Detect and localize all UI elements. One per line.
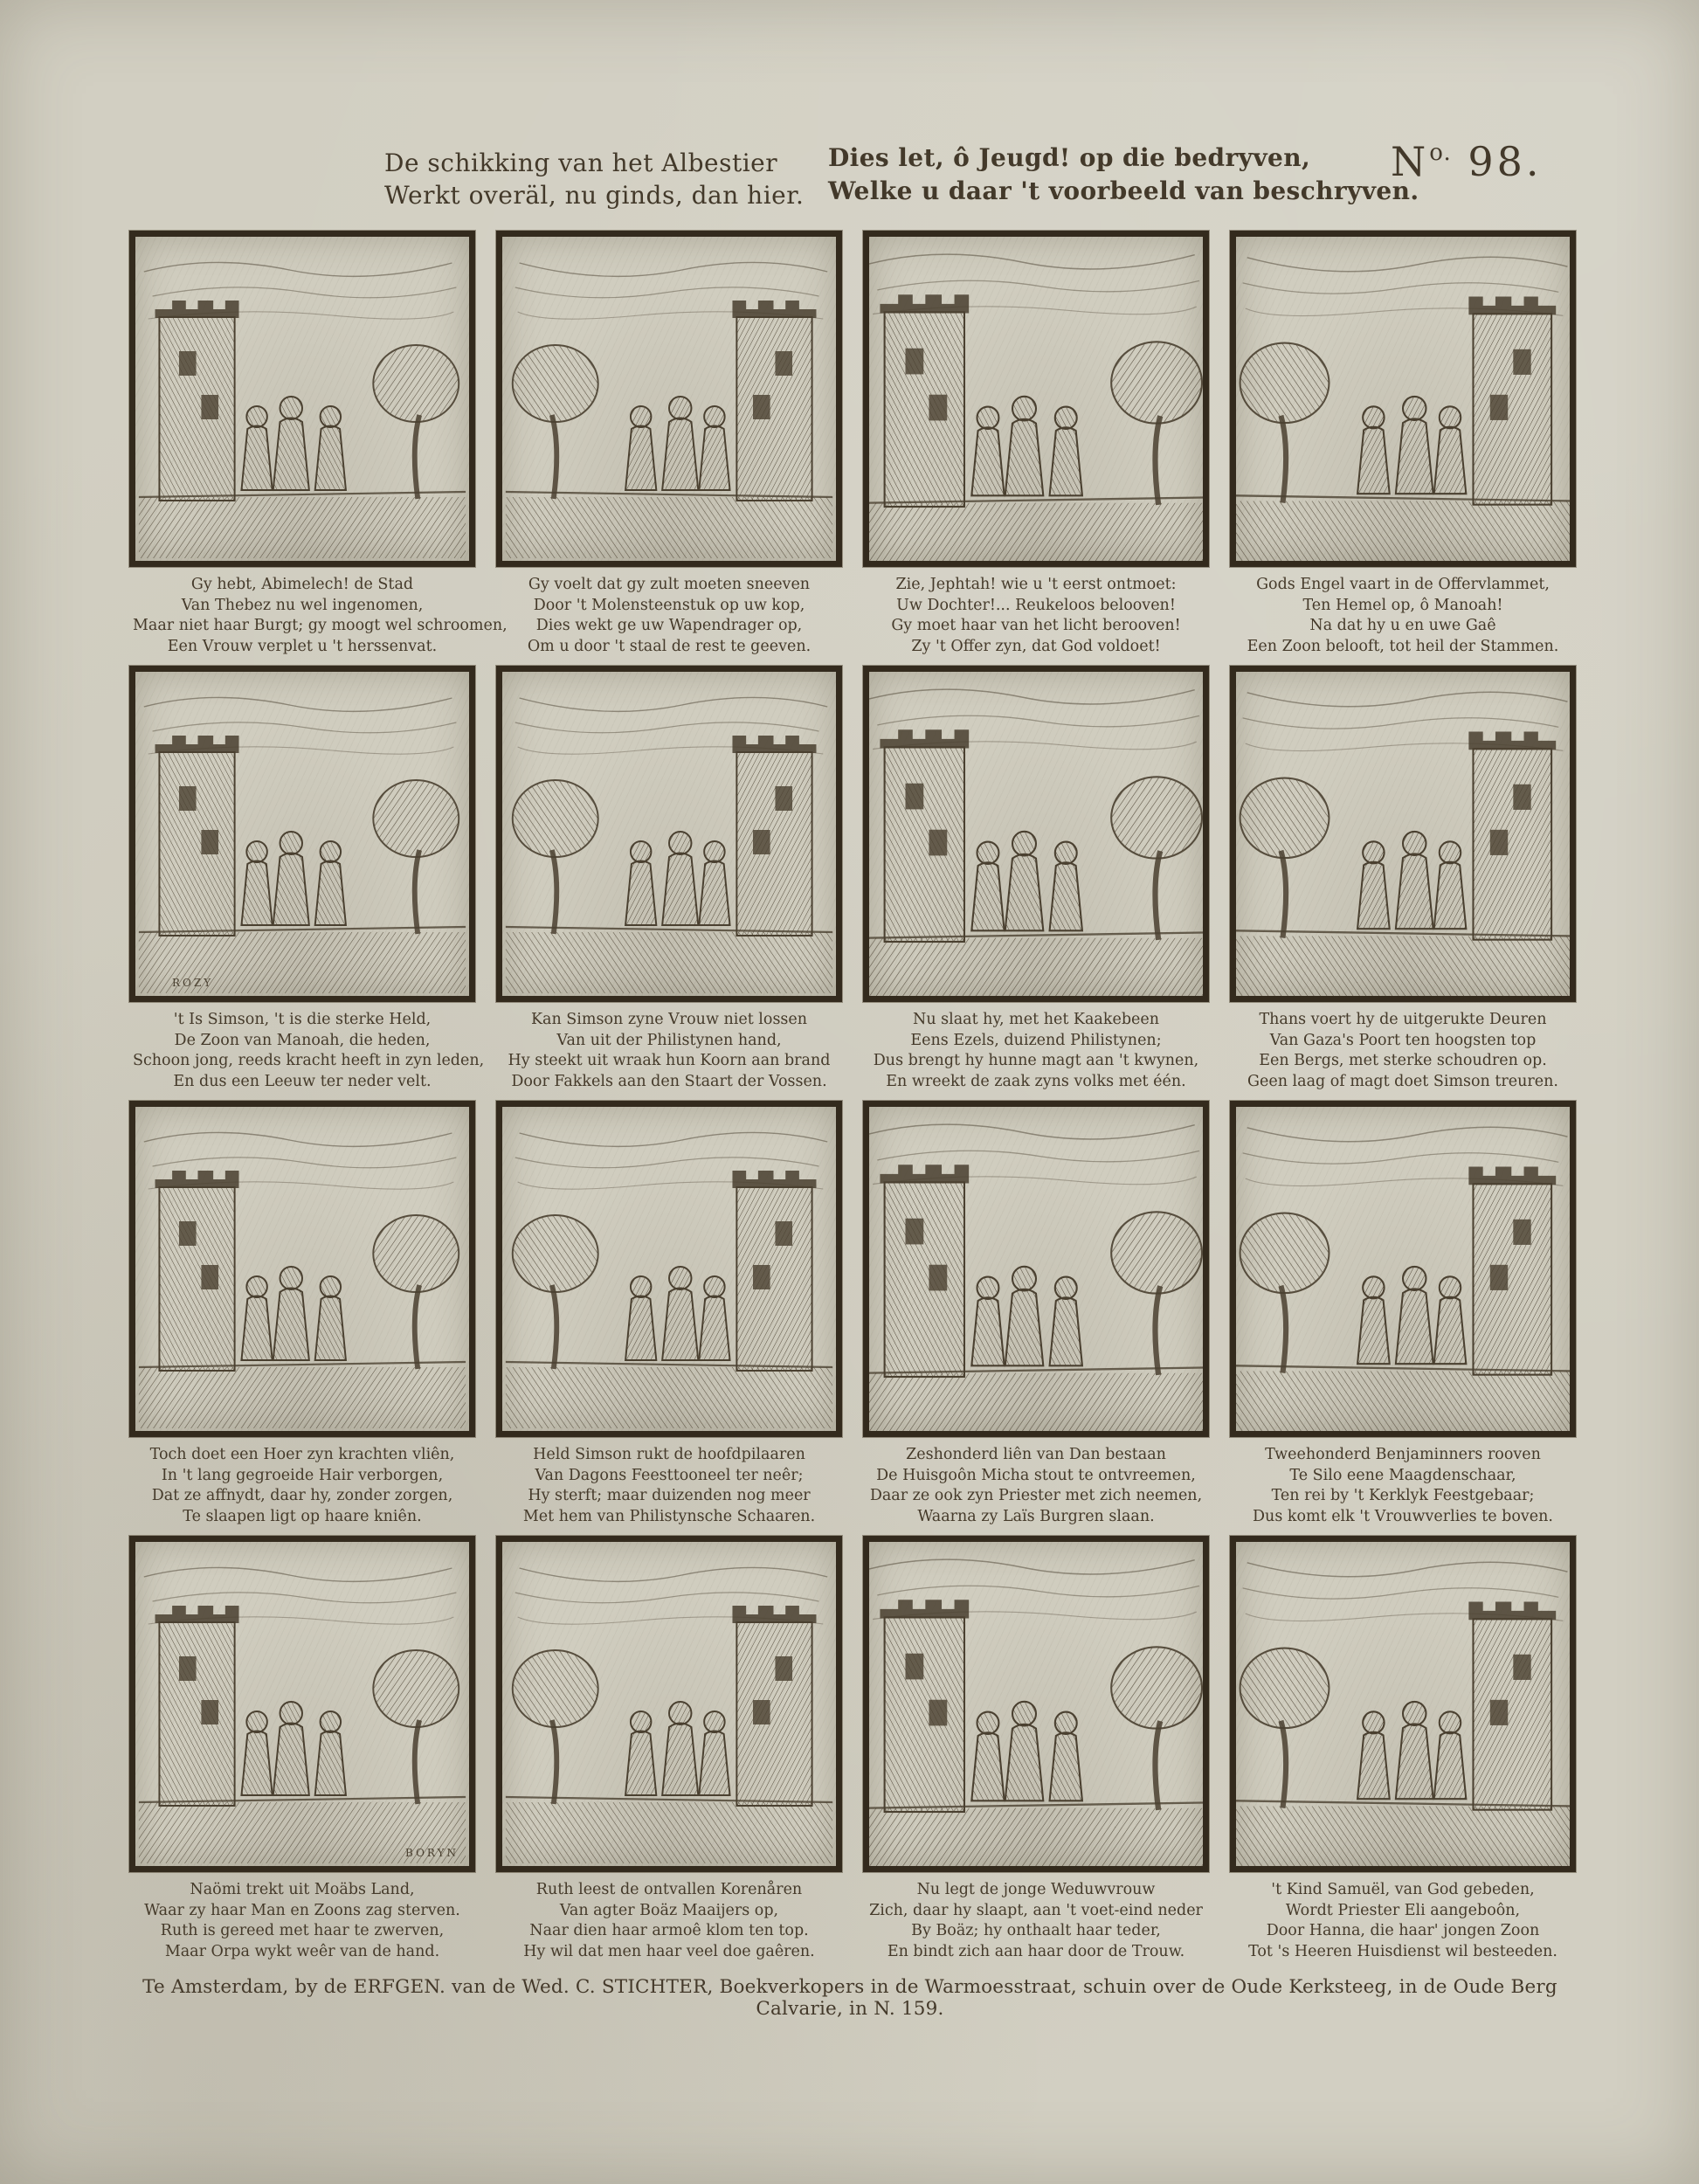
panel-caption bbox=[867, 1880, 1205, 1962]
caption-line: Dat ze affnydt, daar hy, zonder zorgen, bbox=[151, 1487, 453, 1504]
caption-line: En bindt zich aan haar door de Trouw. bbox=[887, 1942, 1185, 1960]
caption-line: Om u door 't staal de rest te geeven. bbox=[527, 637, 812, 655]
caption-line: In 't lang gegroeide Hair verborgen, bbox=[161, 1466, 444, 1484]
caption-line: Daar ze ook zyn Priester met zich neemen, bbox=[869, 1487, 1203, 1504]
caption-line: En wreekt de zaak zyns volks met één. bbox=[886, 1072, 1186, 1090]
caption-line: 't Kind Samuël, van God gebeden, bbox=[1271, 1881, 1535, 1898]
caption-line: Van Dagons Feesttooneel ter neêr; bbox=[535, 1466, 804, 1484]
caption-line: Te slaapen ligt op haare kniên. bbox=[183, 1507, 422, 1525]
caption-line: Waar zy haar Man en Zoons zag sterven. bbox=[144, 1901, 460, 1919]
panel-caption bbox=[867, 1445, 1205, 1527]
caption-line: De Zoon van Manoah, die heden, bbox=[174, 1031, 431, 1049]
panel-4-manoah-angel bbox=[1230, 231, 1576, 654]
caption-line: Eens Ezels, duizend Philistynen; bbox=[910, 1031, 1162, 1049]
caption-line: Een Zoon belooft, tot heil der Stammen. bbox=[1247, 637, 1559, 655]
caption-line: Dus komt elk 't Vrouwverlies te boven. bbox=[1253, 1507, 1553, 1525]
caption-line: Te Silo eene Maagdenschaar, bbox=[1289, 1466, 1516, 1484]
number-value: 98. bbox=[1468, 138, 1543, 185]
woodcut-illustration bbox=[863, 231, 1209, 567]
panel-1-abimelech-tower bbox=[129, 231, 508, 655]
title-line-2: Werkt overäl, nu ginds, dan hier. bbox=[384, 181, 805, 210]
caption-line: Van Thebez nu wel ingenomen, bbox=[181, 596, 424, 614]
sheet-number bbox=[1391, 138, 1543, 185]
caption-line: Gy voelt dat gy zult moeten sneeven bbox=[528, 576, 811, 593]
caption-line: Tweehonderd Benjaminners rooven bbox=[1265, 1446, 1541, 1463]
panel-grid bbox=[129, 231, 1576, 1959]
woodcut-illustration bbox=[129, 1101, 475, 1437]
caption-line: Toch doet een Hoer zyn krachten vliên, bbox=[149, 1446, 455, 1463]
panel-3-jephthah-daughter bbox=[863, 231, 1209, 654]
caption-line: Maar Orpa wykt weêr van de hand. bbox=[164, 1942, 440, 1960]
caption-line: 't Is Simson, 't is die sterke Held, bbox=[173, 1011, 432, 1028]
panel-11-danites-micha bbox=[863, 1101, 1209, 1524]
caption-line: Waarna zy Laïs Burgren slaan. bbox=[917, 1507, 1155, 1525]
caption-line: Van Gaza's Poort ten hoogsten top bbox=[1269, 1031, 1537, 1049]
caption-line: Van uit der Philistynen hand, bbox=[556, 1031, 782, 1049]
publisher-imprint: Te Amsterdam, by de ERFGEN. van de Wed. C. STICHTER, Boekverkopers in de Warmoesstraat, schuin over de Oude Kerksteeg, in de Oude Berg Calvarie, in N. 159. bbox=[142, 1976, 1557, 2020]
panel-14-ruth-gleaning bbox=[496, 1536, 842, 1959]
panel-caption bbox=[133, 1445, 472, 1527]
woodcut-illustration bbox=[496, 1101, 842, 1437]
panel-13-naomi-ruth-orpa bbox=[129, 1536, 475, 1959]
woodcut-illustration bbox=[863, 1101, 1209, 1437]
caption-line: Uw Dochter!... Reukeloos belooven! bbox=[896, 596, 1176, 614]
panel-caption bbox=[1233, 1880, 1572, 1962]
woodcut-illustration bbox=[129, 1536, 475, 1872]
title-verse-right bbox=[828, 142, 1419, 208]
woodcut-illustration bbox=[129, 666, 475, 1002]
caption-line: Geen laag of magt doet Simson treuren. bbox=[1247, 1072, 1558, 1090]
caption-line: Hy sterft; maar duizenden nog meer bbox=[528, 1487, 811, 1504]
caption-line: Hy steekt uit wraak hun Koorn aan brand bbox=[508, 1052, 831, 1069]
caption-line: Ten rei by 't Kerklyk Feestgebaar; bbox=[1271, 1487, 1535, 1504]
caption-line: Nu legt de jonge Weduwvrouw bbox=[916, 1881, 1156, 1898]
motto-line-2: Welke u daar 't voorbeeld van beschryven. bbox=[828, 176, 1419, 205]
engraver-signature: ROZY bbox=[172, 977, 214, 989]
panel-caption bbox=[133, 1010, 485, 1092]
panel-caption bbox=[1233, 575, 1572, 657]
caption-line: Schoon jong, reeds kracht heeft in zyn leden, bbox=[133, 1052, 485, 1069]
caption-line: De Huisgoôn Micha stout te ontvreemen, bbox=[876, 1466, 1196, 1484]
woodcut-illustration bbox=[863, 666, 1209, 1002]
panel-caption bbox=[500, 1445, 839, 1527]
caption-line: Hy wil dat men haar veel doe gaêren. bbox=[523, 1942, 815, 1960]
woodcut-illustration bbox=[129, 231, 475, 567]
panel-7-samson-jawbone bbox=[863, 666, 1209, 1089]
caption-line: Door Hanna, die haar' jongen Zoon bbox=[1266, 1922, 1540, 1939]
caption-line: Wordt Priester Eli aangeboôn, bbox=[1285, 1901, 1521, 1919]
caption-line: Dies wekt ge uw Wapendrager op, bbox=[535, 617, 803, 634]
caption-line: Gy moet haar van het licht berooven! bbox=[891, 617, 1181, 634]
panel-caption bbox=[133, 575, 508, 657]
woodcut-illustration bbox=[1230, 1101, 1576, 1437]
caption-line: Zie, Jephtah! wie u 't eerst ontmoet: bbox=[895, 576, 1177, 593]
engraver-signature: BORYN bbox=[405, 1847, 459, 1859]
panel-caption bbox=[1233, 1445, 1572, 1527]
panel-caption bbox=[867, 575, 1205, 657]
woodcut-illustration bbox=[863, 1536, 1209, 1872]
caption-line: Thans voert hy de uitgerukte Deuren bbox=[1259, 1011, 1547, 1028]
caption-line: Door Fakkels aan den Staart der Vossen. bbox=[511, 1072, 827, 1090]
panel-2-abimelech-armour-bearer bbox=[496, 231, 842, 654]
panel-caption bbox=[500, 1010, 839, 1092]
caption-line: Zich, daar hy slaapt, aan 't voet-eind neder bbox=[869, 1901, 1203, 1919]
caption-line: Dus brengt hy hunne magt aan 't kwynen, bbox=[873, 1052, 1199, 1069]
panel-8-samson-gates-of-gaza bbox=[1230, 666, 1576, 1089]
caption-line: Ruth is gereed met haar te zwerven, bbox=[160, 1922, 445, 1939]
title-line-1: De schikking van het Albestier bbox=[384, 149, 778, 177]
caption-line: Van agter Boäz Maaijers op, bbox=[559, 1901, 779, 1919]
woodcut-illustration bbox=[496, 1536, 842, 1872]
caption-line: Maar niet haar Burgt; gy moogt wel schroomen, bbox=[133, 617, 508, 634]
caption-line: Ruth leest de ontvallen Korenåren bbox=[535, 1881, 803, 1898]
panel-9-delilah-samson bbox=[129, 1101, 475, 1524]
caption-line: Naar dien haar armoê klom ten top. bbox=[529, 1922, 809, 1939]
woodcut-illustration bbox=[1230, 231, 1576, 567]
caption-line: Een Vrouw verplet u 't herssenvat. bbox=[167, 637, 438, 655]
panel-caption bbox=[500, 1880, 839, 1962]
woodcut-illustration bbox=[496, 231, 842, 567]
panel-caption bbox=[500, 575, 839, 657]
panel-16-samuel-eli bbox=[1230, 1536, 1576, 1959]
panel-12-benjaminites-silo bbox=[1230, 1101, 1576, 1524]
caption-line: Tot 's Heeren Huisdienst wil besteeden. bbox=[1248, 1942, 1557, 1960]
number-n: N bbox=[1391, 138, 1430, 185]
caption-line: Zy 't Offer zyn, dat God voldoet! bbox=[911, 637, 1161, 655]
caption-line: Nu slaat hy, met het Kaakebeen bbox=[913, 1011, 1159, 1028]
title-verse-left bbox=[384, 147, 804, 211]
motto-line-1: Dies let, ô Jeugd! op die bedryven, bbox=[828, 143, 1311, 172]
caption-line: By Boäz; hy onthaalt haar teder, bbox=[911, 1922, 1161, 1939]
caption-line: Gods Engel vaart in de Offervlammet, bbox=[1256, 576, 1550, 593]
panel-caption bbox=[133, 1880, 472, 1962]
caption-line: Kan Simson zyne Vrouw niet lossen bbox=[530, 1011, 808, 1028]
caption-line: Met hem van Philistynsche Schaaren. bbox=[522, 1507, 816, 1525]
caption-line: Een Bergs, met sterke schoudren op. bbox=[1259, 1052, 1547, 1069]
woodcut-illustration bbox=[496, 666, 842, 1002]
caption-line: En dus een Leeuw ter neder velt. bbox=[173, 1072, 432, 1090]
caption-line: Held Simson rukt de hoofdpilaaren bbox=[533, 1446, 805, 1463]
number-sup: o. bbox=[1429, 140, 1452, 166]
caption-line: Door 't Molensteenstuk op uw kop, bbox=[533, 596, 805, 614]
panel-10-samson-pillars bbox=[496, 1101, 842, 1524]
caption-line: Na dat hy u en uwe Gaê bbox=[1309, 617, 1496, 634]
panel-15-ruth-boaz bbox=[863, 1536, 1209, 1959]
panel-6-samson-foxes bbox=[496, 666, 842, 1089]
caption-line: Ten Hemel op, ô Manoah! bbox=[1302, 596, 1503, 614]
woodcut-illustration bbox=[1230, 1536, 1576, 1872]
panel-5-samson-lion bbox=[129, 666, 485, 1090]
woodcut-illustration bbox=[1230, 666, 1576, 1002]
caption-line: Naömi trekt uit Moäbs Land, bbox=[190, 1881, 415, 1898]
panel-caption bbox=[1233, 1010, 1572, 1092]
caption-line: Gy hebt, Abimelech! de Stad bbox=[190, 576, 414, 593]
panel-caption bbox=[867, 1010, 1205, 1092]
caption-line: Zeshonderd liên van Dan bestaan bbox=[906, 1446, 1166, 1463]
